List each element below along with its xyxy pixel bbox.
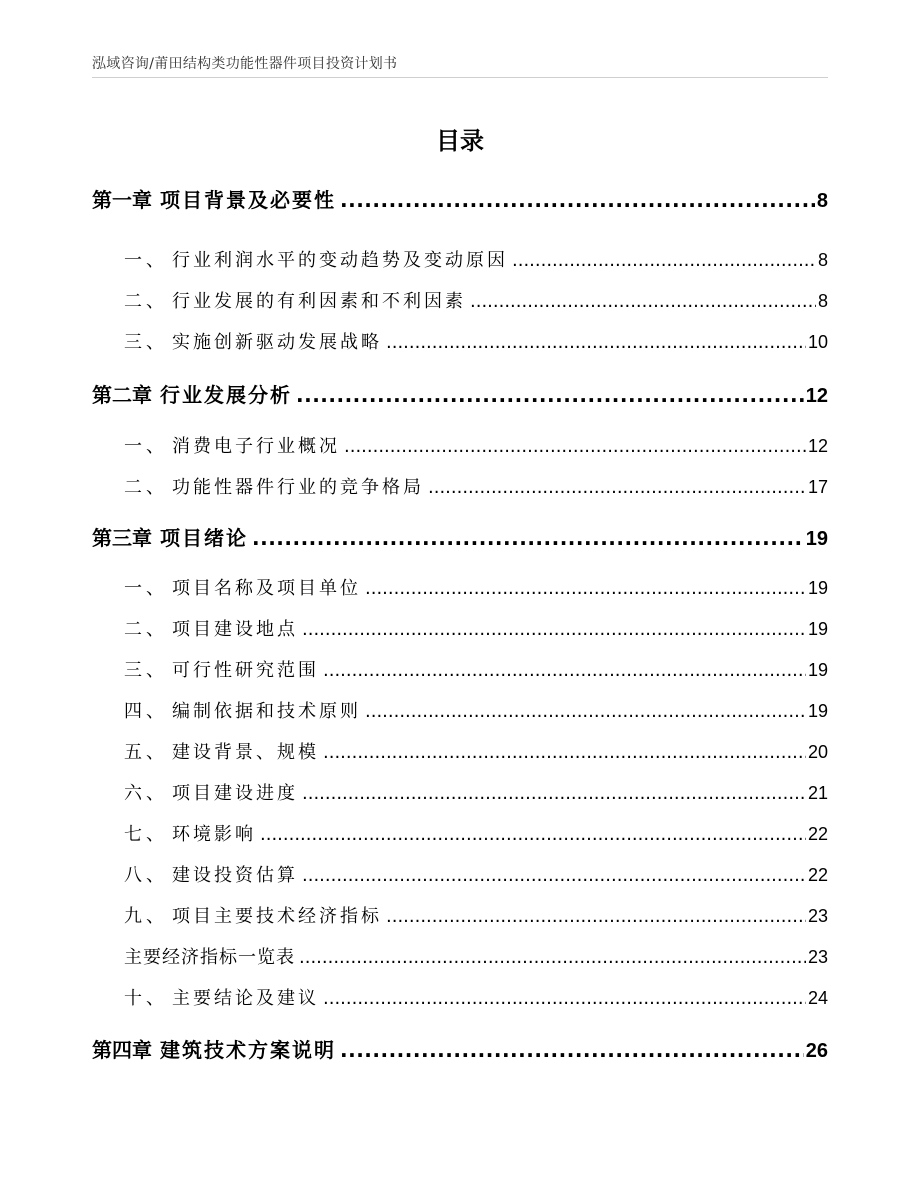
toc-entry-label: 建设投资估算 (172, 865, 298, 886)
toc-entry-label: 建设背景、规模 (172, 742, 319, 763)
toc-entry-section[interactable] (124, 779, 828, 805)
toc-entry-section[interactable] (124, 656, 828, 682)
toc-entry-page: 26 (805, 1040, 828, 1062)
toc-entry-section[interactable] (124, 820, 828, 846)
dot-leader (252, 526, 804, 550)
toc-entry-page: 12 (805, 385, 828, 407)
dot-leader (365, 578, 806, 599)
toc-entry-label: 建筑技术方案说明 (160, 1038, 336, 1062)
toc-entry-table[interactable] (124, 943, 828, 969)
header-divider (92, 77, 828, 78)
toc-entry-number: 三、 (124, 660, 168, 681)
dot-leader (365, 701, 806, 722)
toc-entry-label: 编制依据和技术原则 (172, 701, 361, 722)
dot-leader (428, 477, 806, 498)
toc-entry-label: 环境影响 (172, 824, 256, 845)
toc-entry-page: 21 (807, 783, 828, 803)
dot-leader (344, 436, 806, 457)
toc-entry-number: 六、 (124, 783, 168, 804)
toc-entry-section[interactable] (124, 615, 828, 641)
toc-entry-number: 五、 (124, 742, 168, 763)
toc-entry-chapter-3[interactable] (92, 522, 828, 551)
toc-entry-chapter-2[interactable] (92, 379, 828, 408)
toc-entry-section[interactable] (124, 432, 828, 458)
dot-leader (302, 783, 806, 804)
toc-entry-number: 一、 (124, 578, 168, 599)
running-header: 泓域咨询/莆田结构类功能性器件项目投资计划书 (92, 56, 398, 72)
toc-entry-number: 第三章 (92, 526, 152, 550)
toc-entry-number: 第四章 (92, 1038, 152, 1062)
toc-entry-section[interactable] (124, 984, 828, 1010)
toc-entry-page: 19 (805, 528, 828, 550)
toc-entry-label: 实施创新驱动发展战略 (172, 332, 382, 353)
toc-entry-chapter-1[interactable] (92, 184, 828, 213)
toc-entry-number: 七、 (124, 824, 168, 845)
toc-entry-section[interactable] (124, 328, 828, 354)
dot-leader (512, 250, 816, 271)
dot-leader (340, 1038, 804, 1062)
toc-entry-page: 19 (807, 660, 828, 680)
toc-entry-label: 行业发展分析 (160, 383, 292, 407)
dot-leader (299, 947, 806, 968)
toc-entry-label: 行业利润水平的变动趋势及变动原因 (172, 250, 508, 271)
toc-entry-number: 二、 (124, 619, 168, 640)
dot-leader (323, 988, 806, 1009)
toc-entry-label: 可行性研究范围 (172, 660, 319, 681)
toc-entry-page: 19 (807, 619, 828, 639)
toc-entry-page: 8 (816, 190, 828, 212)
toc-entry-label: 功能性器件行业的竞争格局 (172, 477, 424, 498)
toc-entry-page: 19 (807, 701, 828, 721)
toc-entry-page: 12 (807, 436, 828, 456)
toc-entry-number: 十、 (124, 988, 168, 1009)
toc-entry-label: 项目建设进度 (172, 783, 298, 804)
toc-entry-label: 行业发展的有利因素和不利因素 (172, 291, 466, 312)
dot-leader (302, 619, 806, 640)
toc-entry-number: 九、 (124, 906, 168, 927)
toc-entry-chapter-4[interactable] (92, 1034, 828, 1063)
toc-entry-page: 22 (807, 824, 828, 844)
toc-entry-number: 二、 (124, 477, 168, 498)
toc-entry-section[interactable] (124, 697, 828, 723)
dot-leader (386, 332, 806, 353)
toc-entry-page: 22 (807, 865, 828, 885)
toc-entry-section[interactable] (124, 861, 828, 887)
toc-entry-number: 四、 (124, 701, 168, 722)
toc-entry-label: 项目建设地点 (172, 619, 298, 640)
toc-entry-section[interactable] (124, 473, 828, 499)
dot-leader (323, 742, 806, 763)
dot-leader (323, 660, 806, 681)
toc-entry-page: 23 (807, 947, 828, 967)
toc-entry-section[interactable] (124, 574, 828, 600)
toc-entry-number: 一、 (124, 250, 168, 271)
toc-entry-page: 10 (807, 332, 828, 352)
dot-leader (470, 291, 816, 312)
toc-entry-number: 三、 (124, 332, 168, 353)
toc-entry-label: 主要经济指标一览表 (124, 947, 295, 968)
toc-entry-section[interactable] (124, 287, 828, 313)
dot-leader (260, 824, 806, 845)
toc-entry-page: 8 (817, 250, 828, 270)
toc-entry-label: 项目名称及项目单位 (172, 578, 361, 599)
toc-entry-label: 项目主要技术经济指标 (172, 906, 382, 927)
toc-entry-section[interactable] (124, 246, 828, 272)
toc-entry-label: 主要结论及建议 (172, 988, 319, 1009)
toc-title: 目录 (436, 127, 484, 155)
toc-entry-number: 八、 (124, 865, 168, 886)
toc-entry-page: 20 (807, 742, 828, 762)
toc-entry-number: 第二章 (92, 383, 152, 407)
toc-entry-page: 19 (807, 578, 828, 598)
toc-entry-number: 一、 (124, 436, 168, 457)
dot-leader (386, 906, 806, 927)
toc-entry-section[interactable] (124, 738, 828, 764)
toc-entry-label: 项目绪论 (160, 526, 248, 550)
toc-entry-number: 第一章 (92, 188, 152, 212)
dot-leader (302, 865, 806, 886)
toc-entry-page: 17 (807, 477, 828, 497)
toc-entry-page: 8 (817, 291, 828, 311)
dot-leader (296, 383, 804, 407)
toc-entry-page: 23 (807, 906, 828, 926)
dot-leader (340, 188, 815, 212)
toc-entry-page: 24 (807, 988, 828, 1008)
toc-entry-label: 项目背景及必要性 (160, 188, 336, 212)
toc-entry-number: 二、 (124, 291, 168, 312)
toc-entry-label: 消费电子行业概况 (172, 436, 340, 457)
toc-entry-section[interactable] (124, 902, 828, 928)
